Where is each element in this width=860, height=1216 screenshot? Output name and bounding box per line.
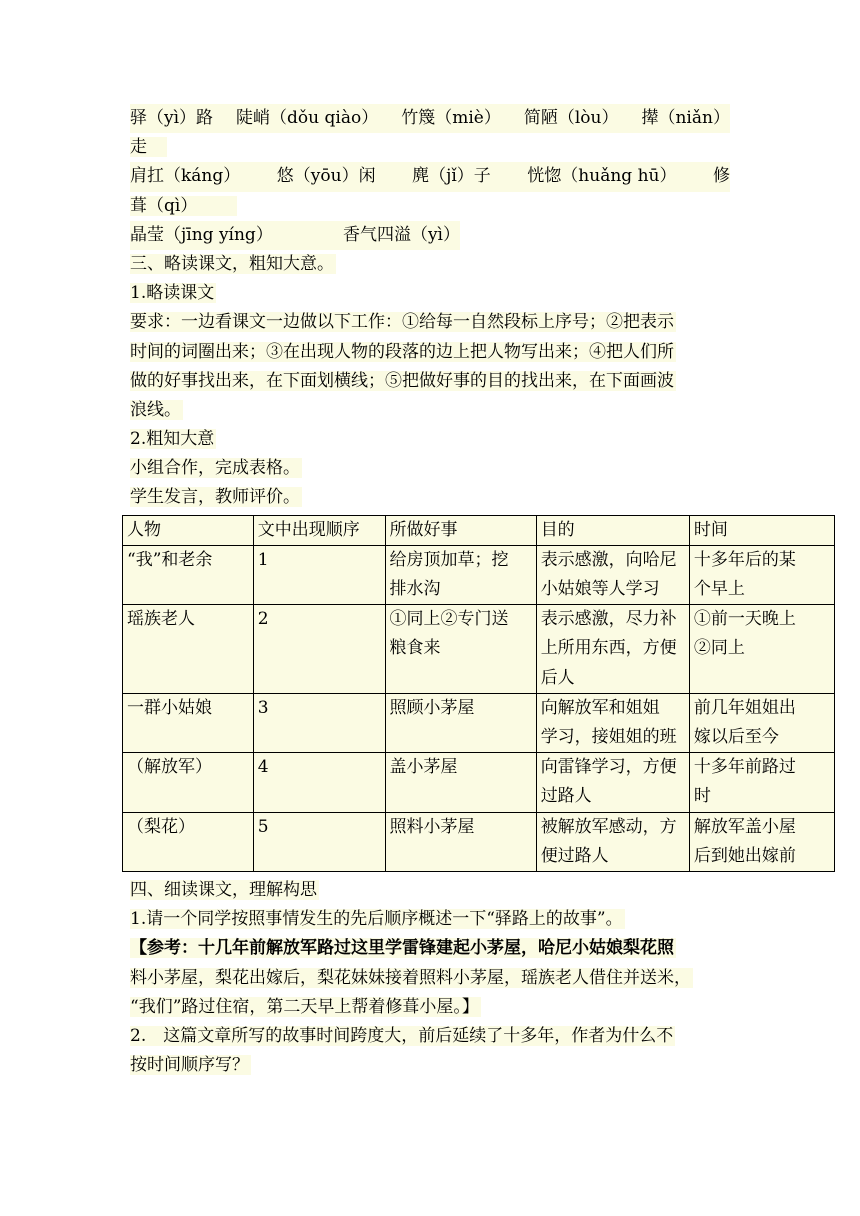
- requirement-line: 浪线。: [130, 399, 181, 420]
- section-3-line-a: 小组合作，完成表格。: [130, 458, 300, 479]
- vocab-item: 恍惚（huǎng hū）: [527, 166, 677, 187]
- story-table: [122, 515, 835, 872]
- vocab-wrap-text: 走: [130, 137, 167, 157]
- vocab-item: 晶莹（jīng yíng）: [130, 224, 273, 245]
- table-cell-purpose: 向雷锋学习，方便 过路人: [536, 753, 689, 812]
- table-row: [123, 693, 835, 752]
- table-cell-purpose: 被解放军感动，方 便过路人: [536, 812, 689, 871]
- table-cell-time: 十多年前路过 时: [689, 753, 834, 812]
- vocab-row-2: [130, 162, 836, 191]
- table-cell-order: 1: [253, 545, 385, 604]
- reference-answer-line: 料小茅屋，梨花出嫁后，梨花妹妹接着照料小茅屋，瑶族老人借住并送米，: [130, 967, 691, 988]
- vocab-item: 竹篾（miè）: [401, 108, 501, 128]
- table-cell-person: “我”和老余: [123, 545, 254, 604]
- vocab-wrap-text: 葺（qì）: [130, 196, 237, 216]
- table-header-cell: 目的: [536, 515, 689, 545]
- vocab-item: 陡峭（dǒu qiào）: [236, 108, 379, 128]
- table-cell-purpose: 表示感激，尽力补 上所用东西，方便 后人: [536, 605, 689, 694]
- section-3-heading: 三、略读课文，粗知大意。: [130, 253, 334, 274]
- requirement-line: 做的好事找出来，在下面划横线；⑤把做好事的目的找出来，在下面画波: [130, 370, 674, 391]
- vocab-item: 麂（jǐ）子: [412, 166, 491, 187]
- vocab-row-1: [130, 104, 836, 133]
- table-cell-time: 解放军盖小屋 后到她出嫁前: [689, 812, 834, 871]
- table-header-cell: 文中出现顺序: [253, 515, 385, 545]
- table-cell-purpose: 表示感激，向哈尼 小姑娘等人学习: [536, 545, 689, 604]
- requirement-line: 时间的词圈出来；③在出现人物的段落的边上把人物写出来；④把人们所: [130, 341, 674, 362]
- table-cell-time: 十多年后的某 个早上: [689, 545, 834, 604]
- table-header-cell: 所做好事: [385, 515, 536, 545]
- vocab-item: 修: [712, 166, 730, 187]
- table-header-row: [123, 515, 835, 545]
- table-cell-deed: 照顾小茅屋: [385, 693, 536, 752]
- requirement-line: 要求：一边看课文一边做以下工作：①给每一自然段标上序号；②把表示: [130, 312, 674, 333]
- vocab-row-3: [130, 221, 836, 250]
- table-cell-deed: 盖小茅屋: [385, 753, 536, 812]
- table-cell-order: 4: [253, 753, 385, 812]
- document-page: [127, 104, 836, 1080]
- table-header-cell: 时间: [689, 515, 834, 545]
- table-cell-time: ①前一天晚上 ②同上: [689, 605, 834, 694]
- table-row: [123, 545, 835, 604]
- question-2-line: 按时间顺序写？: [130, 1055, 249, 1076]
- reference-answer-line: 【参考：十几年前解放军路过这里学雷锋建起小茅屋，哈尼小姑娘梨花照: [130, 938, 674, 959]
- table-cell-person: （梨花）: [123, 812, 254, 871]
- vocab-item: 驿（yì）路: [130, 108, 214, 128]
- table-cell-order: 2: [253, 605, 385, 694]
- table-row: [123, 753, 835, 812]
- vocab-row-2-wrap: [130, 192, 836, 221]
- vocab-item: 简陋（lòu）: [523, 108, 619, 128]
- table-cell-time: 前几年姐姐出 嫁以后至今: [689, 693, 834, 752]
- table-cell-person: （解放军）: [123, 753, 254, 812]
- table-cell-order: 5: [253, 812, 385, 871]
- table-cell-person: 一群小姑娘: [123, 693, 254, 752]
- vocab-item: 悠（yōu）闲: [276, 166, 376, 187]
- vocab-item: 肩扛（káng）: [130, 166, 241, 187]
- section-3-line-b: 学生发言，教师评价。: [130, 487, 300, 508]
- table-cell-deed: ①同上②专门送 粮食来: [385, 605, 536, 694]
- reference-answer-line: “我们”路过住宿，第二天早上帮着修葺小屋。】: [130, 996, 479, 1017]
- vocab-item: 香气四溢（yì）: [342, 224, 460, 245]
- question-2-line: 2. 这篇文章所写的故事时间跨度大，前后延续了十多年，作者为什么不: [130, 1026, 674, 1046]
- table-header-cell: 人物: [123, 515, 254, 545]
- table-cell-deed: 照料小茅屋: [385, 812, 536, 871]
- section-4-heading: 四、细读课文，理解构思: [130, 880, 317, 901]
- question-1: 1.请一个同学按照事情发生的先后顺序概述一下“驿路上的故事”。: [130, 909, 623, 930]
- table-row: [123, 605, 835, 694]
- vocab-row-1-wrap: [130, 133, 836, 162]
- table-cell-person: 瑶族老人: [123, 605, 254, 694]
- section-3-sub2: 2.粗知大意: [130, 429, 215, 450]
- section-3-sub1: 1.略读课文: [130, 283, 215, 304]
- table-cell-deed: 给房顶加草；挖 排水沟: [385, 545, 536, 604]
- table-cell-purpose: 向解放军和姐姐 学习，接姐姐的班: [536, 693, 689, 752]
- vocab-item: 撵（niǎn）: [641, 108, 730, 128]
- table-cell-order: 3: [253, 693, 385, 752]
- table-row: [123, 812, 835, 871]
